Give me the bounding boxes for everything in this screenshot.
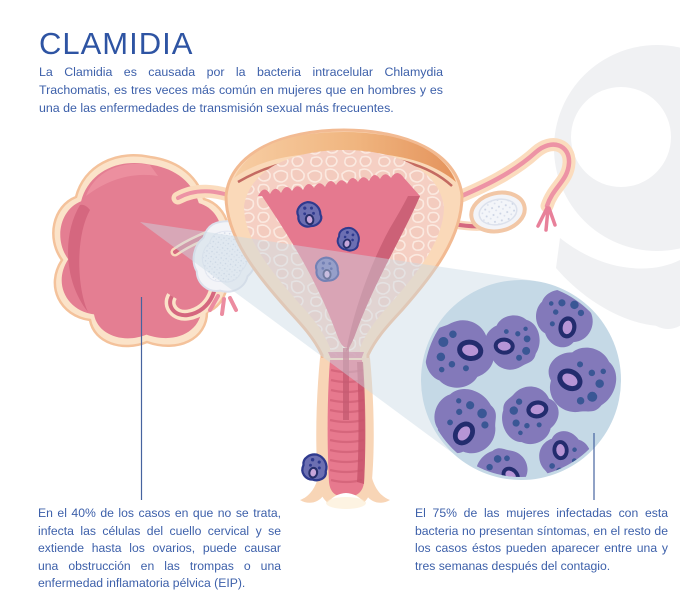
background-decor: [554, 45, 680, 329]
right-fallopian-tube: [452, 145, 569, 237]
intro-text: La Clamidia es causada por la bacteria intracelular Chlamydia Trachomatis, es tres veces más común en mujeres que en hombres y es una de las enfermedades de transmisión sexual más frecuentes.: [39, 65, 443, 115]
callout-right-text: El 75% de las mujeres infectadas con esta bacteria no presentan síntomas, en el resto de los casos éstos pueden aparecer entre una y tres semanas después del contagio.: [415, 506, 668, 573]
page-title: CLAMIDIA: [39, 26, 194, 61]
callout-left-text: En el 40% de los casos en que no se trata, infecta las células del cuello cervical y se extiende hasta los ovarios, puede causar una obstrucción en las trompas o una enfermedad inflamatoria pélvica (EIP).: [38, 506, 281, 591]
fimbriae: [538, 208, 555, 230]
bacteria-magnified-circle: [417, 280, 621, 506]
